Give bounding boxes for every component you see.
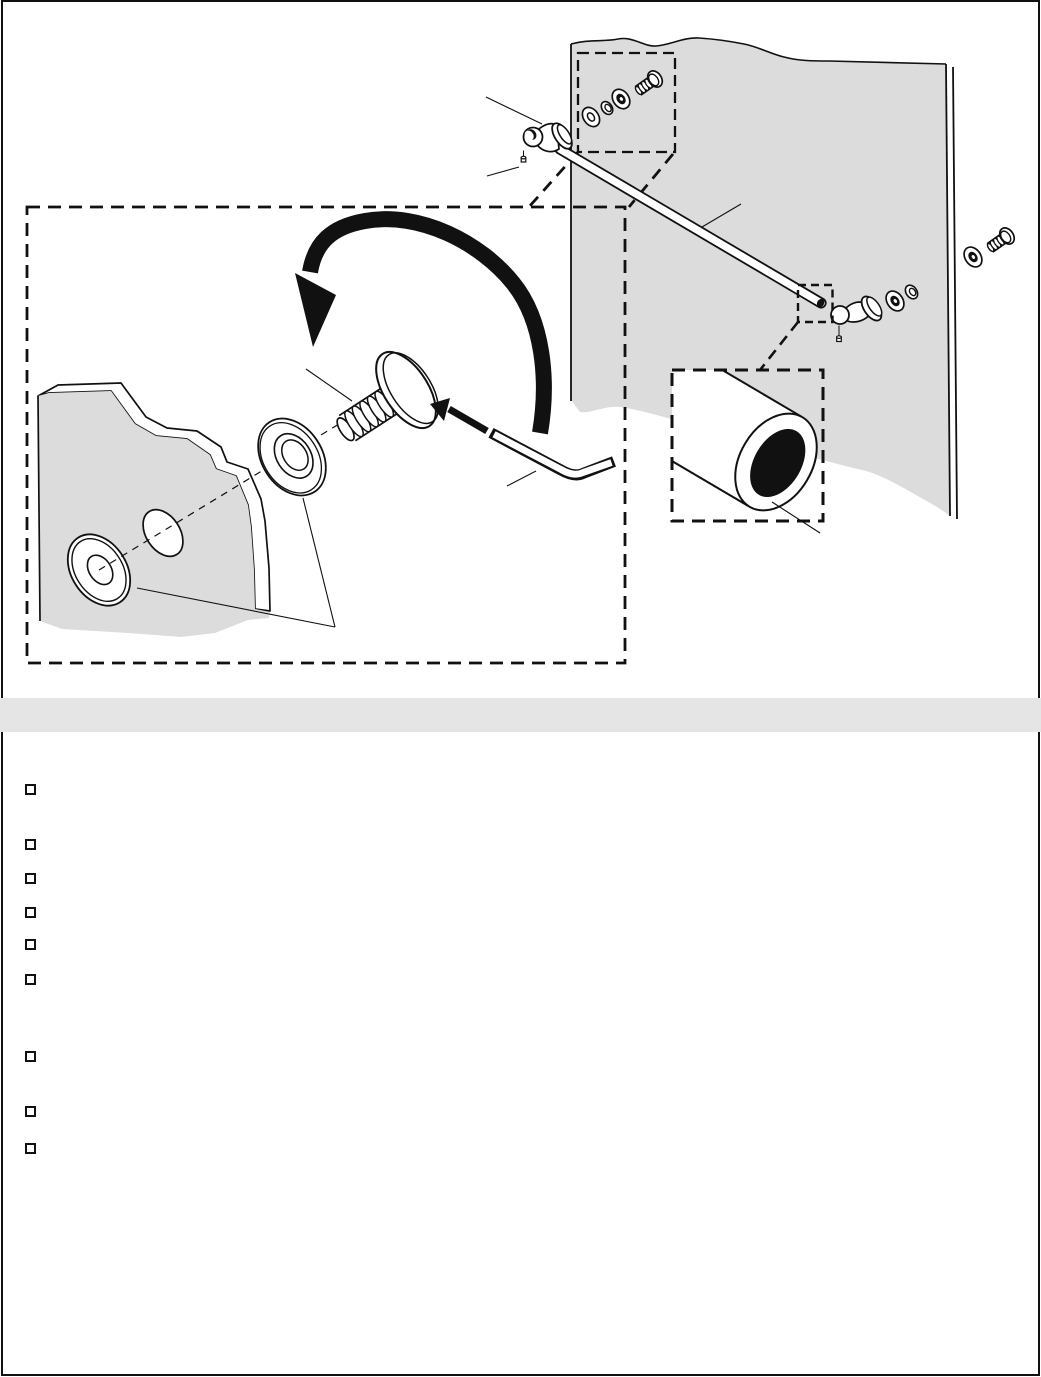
section-divider-bar xyxy=(0,698,1041,732)
checkbox-bullet-5 xyxy=(25,939,36,950)
checkbox-bullet-4 xyxy=(25,907,36,918)
checkbox-bullet-1 xyxy=(25,784,36,795)
checkbox-bullet-7 xyxy=(25,1051,36,1062)
checkbox-bullet-3 xyxy=(25,873,36,884)
checkbox-bullet-9 xyxy=(25,1143,36,1154)
checkbox-bullet-2 xyxy=(25,839,36,850)
checkbox-bullet-6 xyxy=(25,974,36,985)
checkbox-bullet-8 xyxy=(25,1106,36,1117)
